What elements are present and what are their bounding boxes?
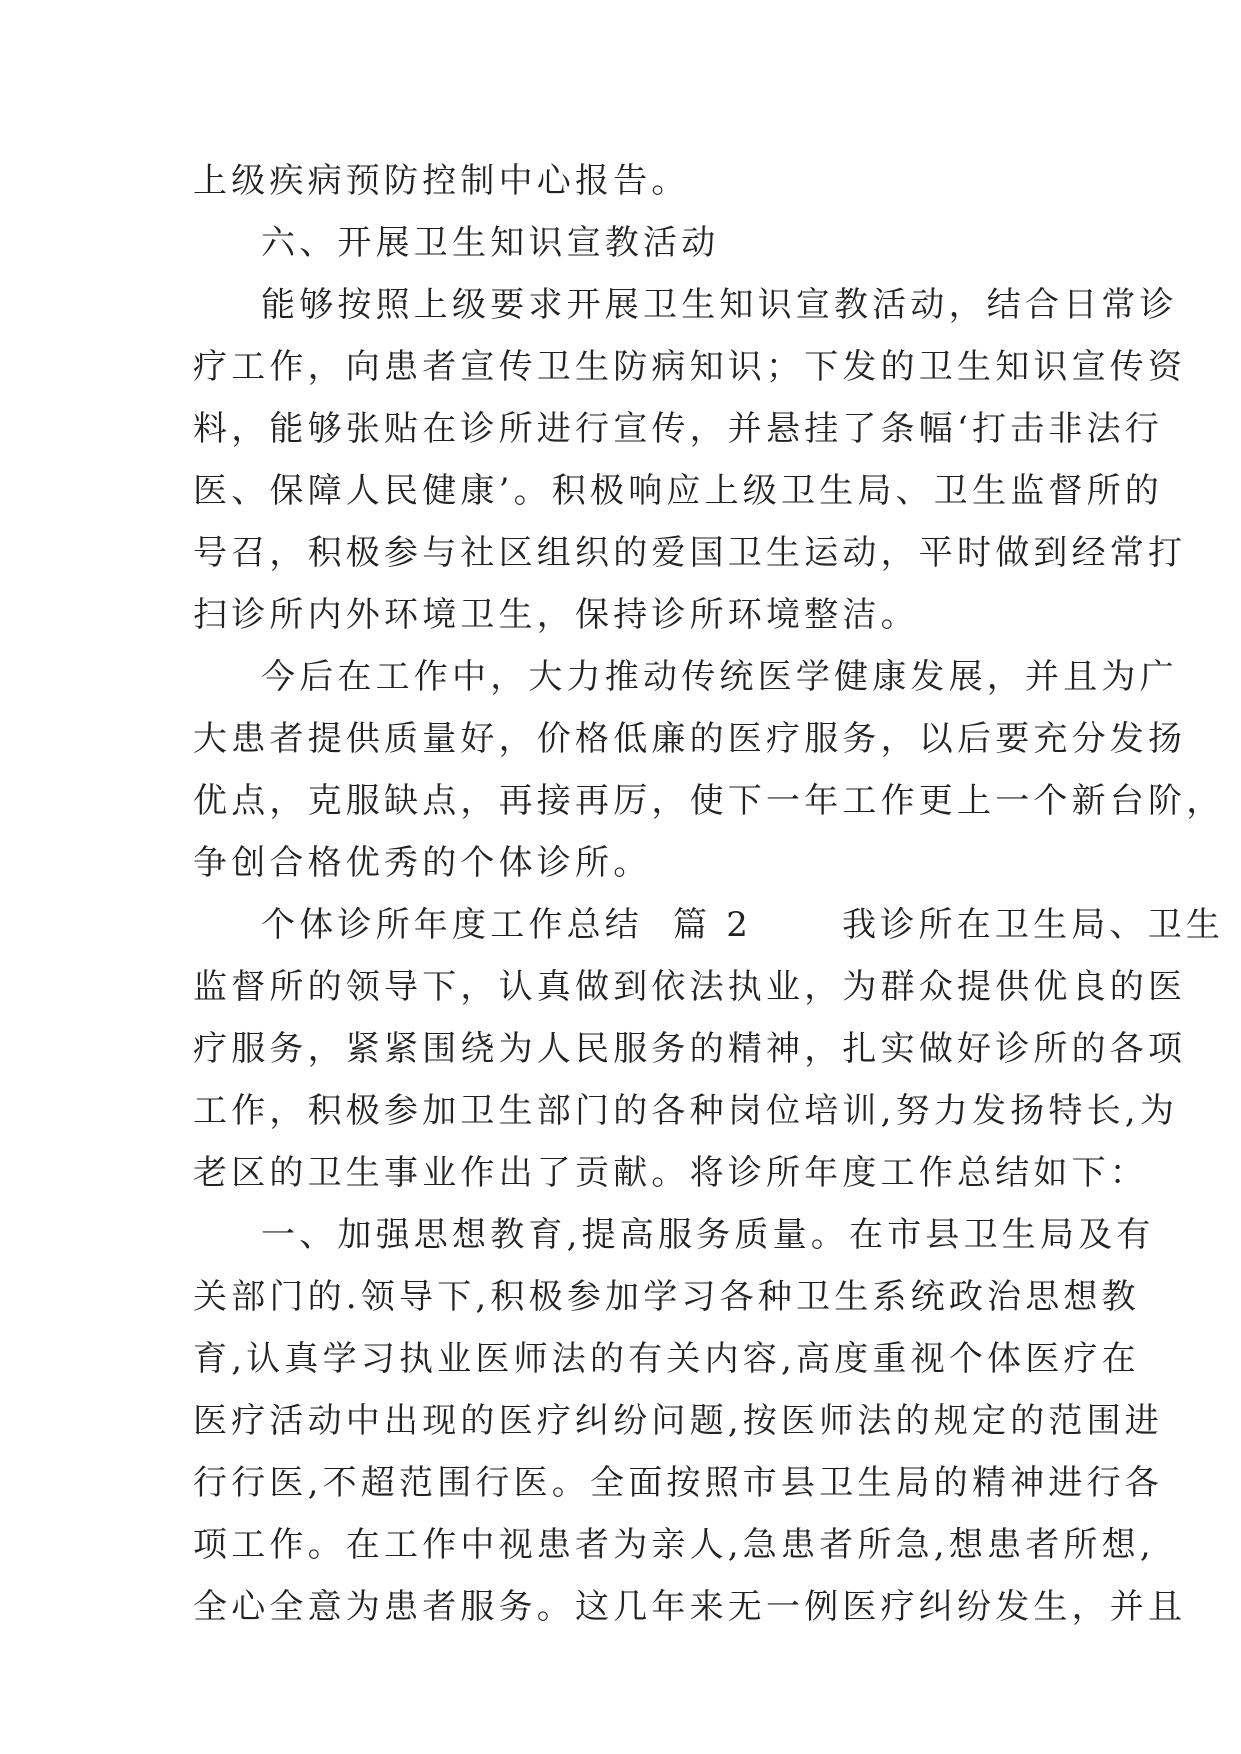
text-line: 优点，克服缺点，再接再厉，使下一年工作更上一个新台阶， xyxy=(193,781,1225,821)
text-line: 号召，积极参与社区组织的爱国卫生运动，平时做到经常打 xyxy=(193,533,1187,573)
text-line: 扫诊所内外环境卫生，保持诊所环境整洁。 xyxy=(193,595,919,635)
text-line: 上级疾病预防控制中心报告。 xyxy=(193,161,690,201)
text-line: 行行医,不超范围行医。全面按照市县卫生局的精神进行各 xyxy=(193,1463,1164,1503)
text-line: 能够按照上级要求开展卫生知识宣教活动，结合日常诊 xyxy=(261,285,1178,325)
text-line: 疗工作，向患者宣传卫生防病知识；下发的卫生知识宣传资 xyxy=(193,347,1187,387)
text-line: 全心全意为患者服务。这几年来无一例医疗纠纷发生，并且 xyxy=(193,1587,1187,1627)
text-line: 疗服务，紧紧围绕为人民服务的精神，扎实做好诊所的各项 xyxy=(193,1029,1187,1069)
text-line: 项工作。在工作中视患者为亲人,急患者所急,想患者所想, xyxy=(193,1525,1155,1565)
text-line: 工作，积极参加卫生部门的各种岗位培训,努力发扬特长,为 xyxy=(193,1091,1179,1131)
document-body xyxy=(193,150,1225,1638)
section-heading: 一、加强思想教育,提高服务质量。在市县卫生局及有 xyxy=(261,1215,1155,1255)
text-line: 大患者提供质量好，价格低廉的医疗服务，以后要充分发扬 xyxy=(193,719,1187,759)
text-line: 育,认真学习执业医师法的有关内容,高度重视个体医疗在 xyxy=(193,1339,1140,1379)
text-line: 争创合格优秀的个体诊所。 xyxy=(193,843,652,883)
text-line: 关部门的.领导下,积极参加学习各种卫生系统政治思想教 xyxy=(193,1277,1140,1317)
text-line: 料，能够张贴在诊所进行宣传，并悬挂了条幅‘打击非法行 xyxy=(193,409,1164,449)
text-line: 监督所的领导下，认真做到依法执业，为群众提供优良的医 xyxy=(193,967,1187,1007)
text-line: 老区的卫生事业作出了贡献。将诊所年度工作总结如下： xyxy=(193,1153,1148,1193)
text-line: 今后在工作中，大力推动传统医学健康发展，并且为广 xyxy=(261,657,1178,697)
article-heading-line: 个体诊所年度工作总结 篇 2 我诊所在卫生局、卫生 xyxy=(261,905,1225,945)
text-line: 医、保障人民健康’。积极响应上级卫生局、卫生监督所的 xyxy=(193,471,1164,511)
text-line: 医疗活动中出现的医疗纠纷问题,按医师法的规定的范围进 xyxy=(193,1401,1164,1441)
section-heading: 六、开展卫生知识宣教活动 xyxy=(261,223,720,263)
